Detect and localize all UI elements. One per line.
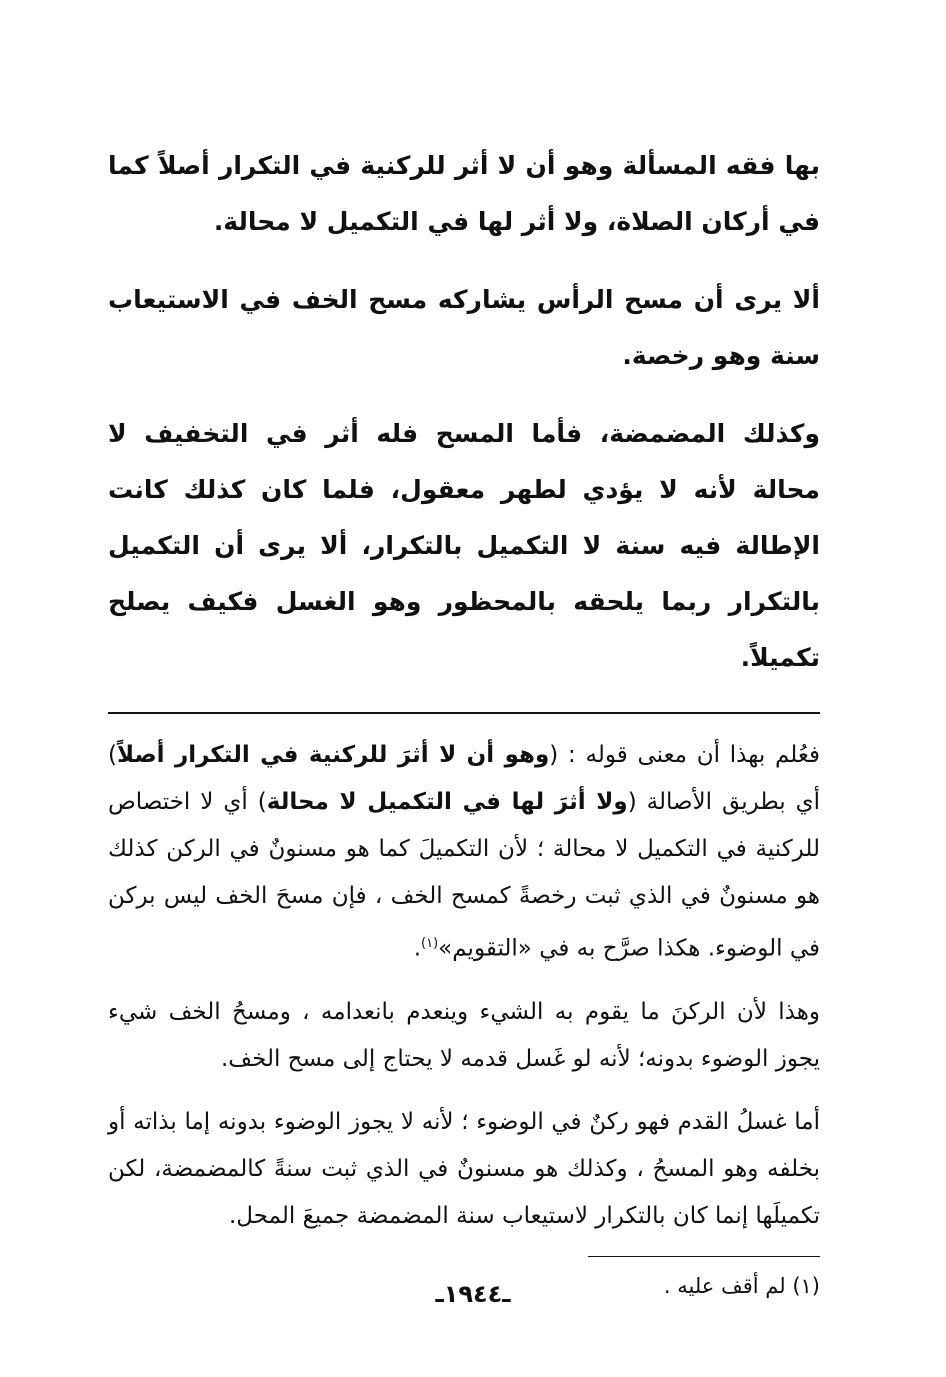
commentary-text: . <box>413 935 422 962</box>
quoted-phrase: ولا أثرَ لها في التكميل لا محالة <box>266 789 628 815</box>
commentary-text: فعُلم بهذا أن معنى قوله : ( <box>549 742 820 768</box>
page-content <box>108 138 820 1303</box>
commentary-text: ) أي بطريق الأصالة ( <box>108 742 820 815</box>
footnote: (١) لم أقف عليه . <box>663 1273 820 1298</box>
main-paragraph-2: ألا يرى أن مسح الرأس يشاركه مسح الخف في الاستيعاب سنة وهو رخصة. <box>108 285 820 370</box>
commentary <box>108 732 820 1240</box>
commentary-paragraph-1 <box>108 732 820 973</box>
main-paragraph-1: بها فقه المسألة وهو أن لا أثر للركنية في التكرار أصلاً كما في أركان الصلاة، ولا أثر لها في التكميل لا محالة. <box>108 151 820 236</box>
main-text <box>108 138 820 686</box>
footnote-divider <box>588 1256 820 1257</box>
main-paragraph-3: وكذلك المضمضة، فأما المسح فله أثر في التخفيف لا محالة لأنه لا يؤدي لطهر معقول، فلما كان كذلك كانت الإطالة فيه سنة لا التكميل بالتكرار، ألا يرى أن التكميل بالتكرار ربما يلحقه بالمحظور وهو الغسل فكيف يصلح تكميلاً. <box>108 419 820 672</box>
quoted-phrase: وهو أن لا أثرَ للركنية في التكرار أصلاً <box>116 742 550 768</box>
commentary-text: ) أي لا اختصاص للركنية في التكميل لا محالة ؛ لأن التكميلَ كما هو مسنونٌ في الركن كذلك هو مسنونٌ في الذي ثبت رخصةً كمسح الخف ، فإن مسحَ الخف ليس بركن في الوضوء. هكذا صرَّح به في «التقويم» <box>108 789 820 962</box>
commentary-paragraph-3: أما غسلُ القدم فهو ركنٌ في الوضوء ؛ لأنه لا يجوز الوضوء بدونه إما بذاته أو بخلفه وهو المسحُ ، وكذلك هو مسنونٌ في الذي ثبت سنةً كالمضمضة، لكن تكميلَها إنما كان بالتكرار لاستيعاب سنة المضمضة جميعَ المحل. <box>108 1108 820 1229</box>
commentary-paragraph-2: وهذا لأن الركنَ ما يقوم به الشيء وينعدم بانعدامه ، ومسحُ الخف شيء يجوز الوضوء بدونه؛ لأنه لو غَسل قدمه لا يحتاج إلى مسح الخف. <box>108 998 820 1072</box>
footnote-reference[interactable]: (١) <box>421 936 439 951</box>
section-divider <box>108 712 820 714</box>
page-number: ـ١٩٤٤ـ <box>435 1280 511 1308</box>
